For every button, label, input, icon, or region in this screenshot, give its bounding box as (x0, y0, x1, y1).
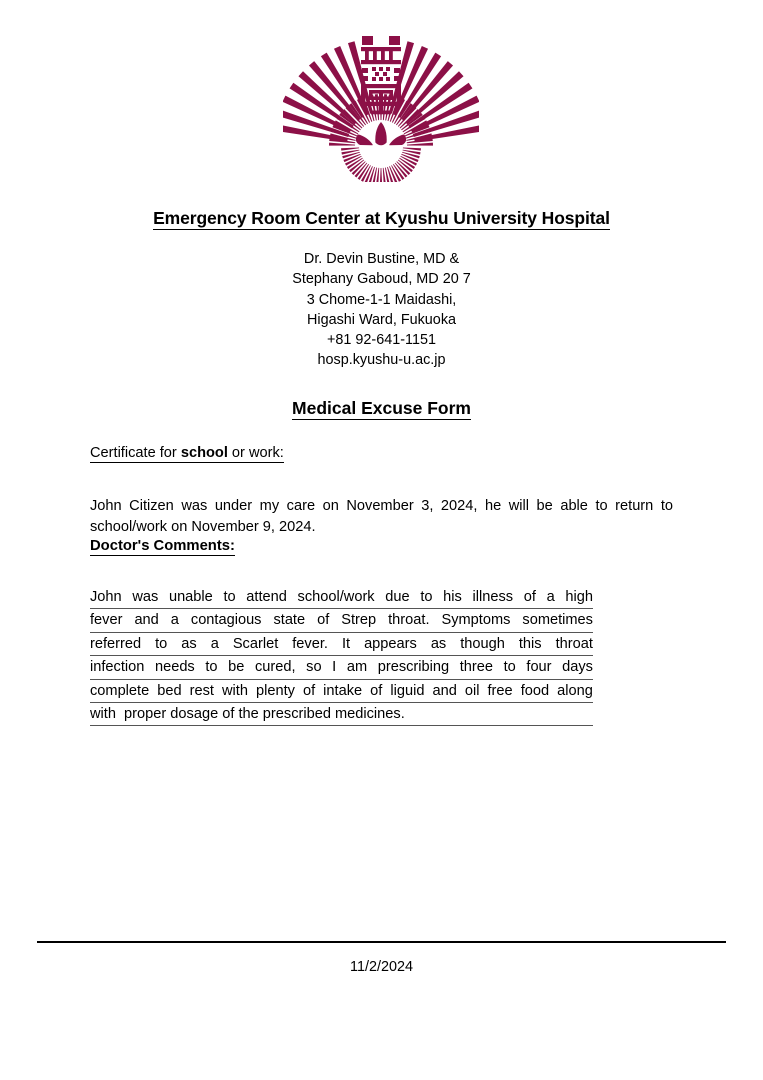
page-title (0, 208, 763, 229)
kyushu-university-sunburst-logo (283, 26, 479, 182)
doctor-comments-label-text: Doctor's Comments: (90, 538, 235, 554)
comments-line-text: with proper dosage of the prescribed medicines. (90, 705, 405, 722)
comments-line (90, 586, 593, 609)
doctor-comments-label (90, 538, 235, 554)
comments-line (90, 680, 593, 703)
address-line: Dr. Devin Bustine, MD & (303, 251, 460, 267)
address-line: Stephany Gaboud, MD 20 7 (292, 271, 471, 288)
footer-date: 11/2/2024 (350, 959, 413, 975)
org-title-text: Emergency Room Center at Kyushu University Hospital (153, 208, 610, 228)
certificate-suffix: or work: (227, 445, 284, 461)
form-title-text: Medical Excuse Form (292, 398, 471, 418)
doctor-comments-body (90, 586, 593, 726)
certificate-underlined-group (90, 445, 284, 463)
address-block (0, 249, 763, 371)
comments-line-text: John was unable to attend school/work due to his illness of a high (90, 589, 593, 605)
certificate-emphasis: school (180, 445, 228, 461)
form-title (0, 398, 763, 419)
comments-line-text: infection needs to be cured, so I am prescribing three to four days (90, 659, 593, 676)
address-line: Higashi Ward, Fukuoka (306, 311, 457, 328)
certificate-for-line (90, 443, 284, 463)
phone-number: +81 92-641-1151 (327, 332, 436, 349)
address-line: 3 Chome-1-1 Maidashi, (306, 291, 457, 308)
comments-line (90, 656, 593, 679)
certificate-prefix: Certificate for (90, 445, 181, 461)
comments-line (90, 633, 593, 656)
comments-line (90, 703, 593, 726)
comments-line-text: fever and a contagious state of Strep throat. Symptoms sometimes (90, 612, 593, 629)
comments-line-text: referred to as a Scarlet fever. It appears as though this throat (90, 635, 593, 652)
care-statement-paragraph: John Citizen was under my care on November 3, 2024, he will be able to return to school/work on November 9, 2024. (90, 498, 673, 535)
comments-line-text: complete bed rest with plenty of intake of liguid and oil free food along (90, 682, 593, 699)
comments-line (90, 609, 593, 632)
website-url: hosp.kyushu-u.ac.jp (317, 352, 446, 369)
footer-divider (37, 941, 726, 943)
